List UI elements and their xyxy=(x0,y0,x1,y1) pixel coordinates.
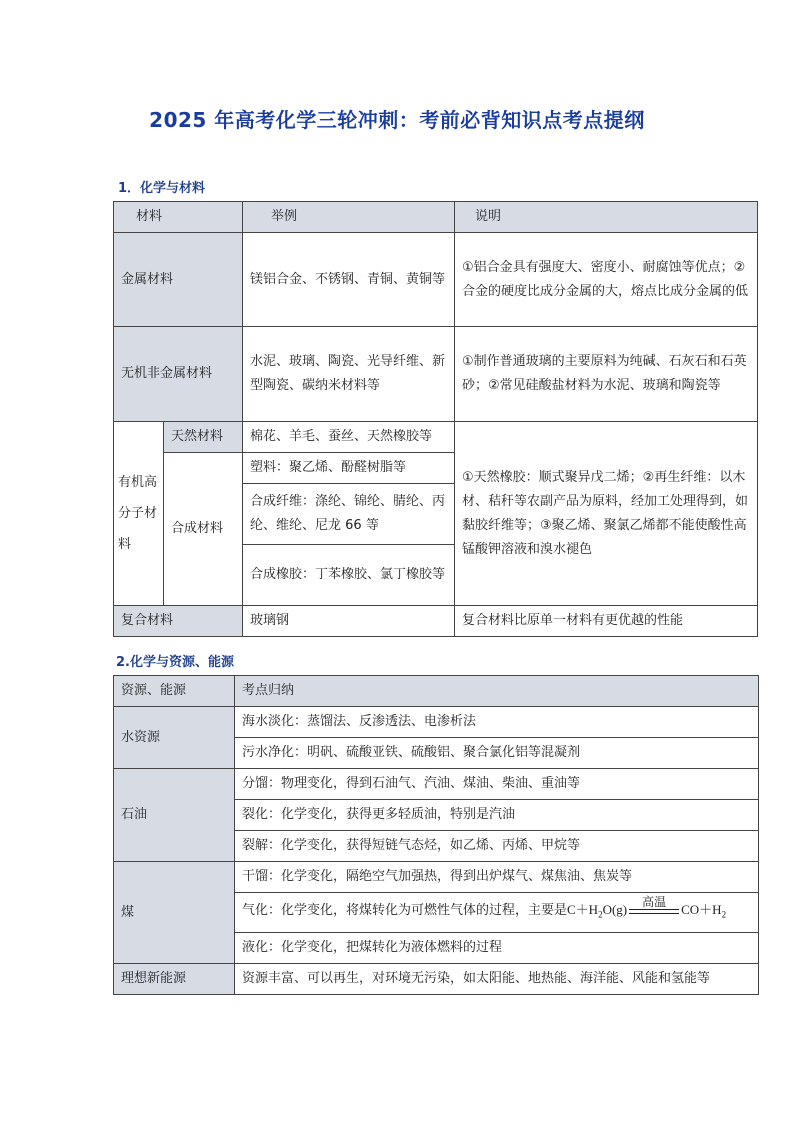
page-title: 2025 年高考化学三轮冲刺：考前必背知识点考点提纲 xyxy=(149,108,645,132)
material-examples: 塑料：聚乙烯、酚醛树脂等 xyxy=(243,453,455,484)
gasification-equation: $C+H_2O(g)$ 高温 $CO+H_2$ xyxy=(567,895,727,920)
material-notes: 复合材料比原单一材料有更优越的性能 xyxy=(455,606,758,637)
resource-item: 液化：化学变化，把煤转化为液体燃料的过程 xyxy=(235,933,759,964)
table-row xyxy=(114,862,759,893)
material-notes: ①制作普通玻璃的主要原料为纯碱、石灰石和石英砂；②常见硅酸盐材料为水泥、玻璃和陶瓷等 xyxy=(455,327,758,422)
equation-reactants: C＋H xyxy=(567,902,599,918)
material-examples: 合成纤维：涤纶、锦纶、腈纶、丙纶、维纶、尼龙 66 等 xyxy=(243,484,455,545)
resource-item: 分馏：物理变化，得到石油气、汽油、煤油、柴油、重油等 xyxy=(235,769,759,800)
table-row xyxy=(114,606,758,637)
table-row xyxy=(114,769,759,800)
material-notes: ①天然橡胶：顺式聚异戊二烯；②再生纤维：以木材、秸秆等农副产品为原料，经加工处理得到，如黏胶纤维等；③聚乙烯、聚氯乙烯都不能使酸性高锰酸钾溶液和溴水褪色 xyxy=(455,422,758,606)
header-examples: 举例 xyxy=(243,202,455,233)
resource-item: 污水净化：明矾、硫酸亚铁、硫酸铝、聚合氯化铝等混凝剂 xyxy=(235,738,759,769)
resources-table xyxy=(113,675,759,995)
section-heading-resources: 2.化学与资源、能源 xyxy=(116,655,234,670)
resource-name: 理想新能源 xyxy=(114,964,235,995)
resource-item: 裂化：化学变化，获得更多轻质油，特别是汽油 xyxy=(235,800,759,831)
header-material: 材料 xyxy=(114,202,243,233)
resource-item: 资源丰富、可以再生，对环境无污染，如太阳能、地热能、海洋能、风能和氢能等 xyxy=(235,964,759,995)
material-examples: 玻璃钢 xyxy=(243,606,455,637)
resource-item: 海水淡化：蒸馏法、反渗透法、电渗析法 xyxy=(235,707,759,738)
sub-material-natural: 天然材料 xyxy=(164,422,243,453)
table-row xyxy=(114,327,758,422)
material-name: 无机非金属材料 xyxy=(114,327,243,422)
material-name: 金属材料 xyxy=(114,233,243,327)
header-resource: 资源、能源 xyxy=(114,676,235,707)
material-examples: 合成橡胶：丁苯橡胶、氯丁橡胶等 xyxy=(243,545,455,606)
section-heading-materials: 1．化学与材料 xyxy=(118,181,206,196)
material-notes: ①铝合金具有强度大、密度小、耐腐蚀等优点；②合金的硬度比成分金属的大，熔点比成分金属的低 xyxy=(455,233,758,327)
material-examples: 棉花、羊毛、蚕丝、天然橡胶等 xyxy=(243,422,455,453)
material-name-polymer: 有机高分子材料 xyxy=(114,422,164,606)
equals-sign xyxy=(629,896,679,914)
resource-name: 水资源 xyxy=(114,707,235,769)
resource-name: 石油 xyxy=(114,769,235,862)
resource-item: 裂解：化学变化，获得短链气态烃，如乙烯、丙烯、甲烷等 xyxy=(235,831,759,862)
header-notes: 说明 xyxy=(455,202,758,233)
reaction-condition: 高温 xyxy=(642,895,667,910)
material-examples: 镁铝合金、不锈钢、青铜、黄铜等 xyxy=(243,233,455,327)
table-row xyxy=(114,422,758,453)
sub-material-synthetic: 合成材料 xyxy=(164,453,243,606)
material-name: 复合材料 xyxy=(114,606,243,637)
table-row xyxy=(114,707,759,738)
material-examples: 水泥、玻璃、陶瓷、光导纤维、新型陶瓷、碳纳米材料等 xyxy=(243,327,455,422)
equation-reactants-state: O(g) xyxy=(602,902,628,918)
materials-table xyxy=(113,201,758,637)
header-summary: 考点归纳 xyxy=(235,676,759,707)
resource-item: 干馏：化学变化，隔绝空气加强热，得到出炉煤气、煤焦油、焦炭等 xyxy=(235,862,759,893)
table-row xyxy=(114,233,758,327)
equation-products: CO＋H xyxy=(681,902,722,918)
table-header-row xyxy=(114,676,759,707)
gasification-text: 气化：化学变化，将煤转化为可燃性气体的过程，主要是 xyxy=(242,903,568,919)
table-header-row xyxy=(114,202,758,233)
table-row xyxy=(114,964,759,995)
resource-name: 煤 xyxy=(114,862,235,964)
resource-item-gasification xyxy=(235,893,759,933)
